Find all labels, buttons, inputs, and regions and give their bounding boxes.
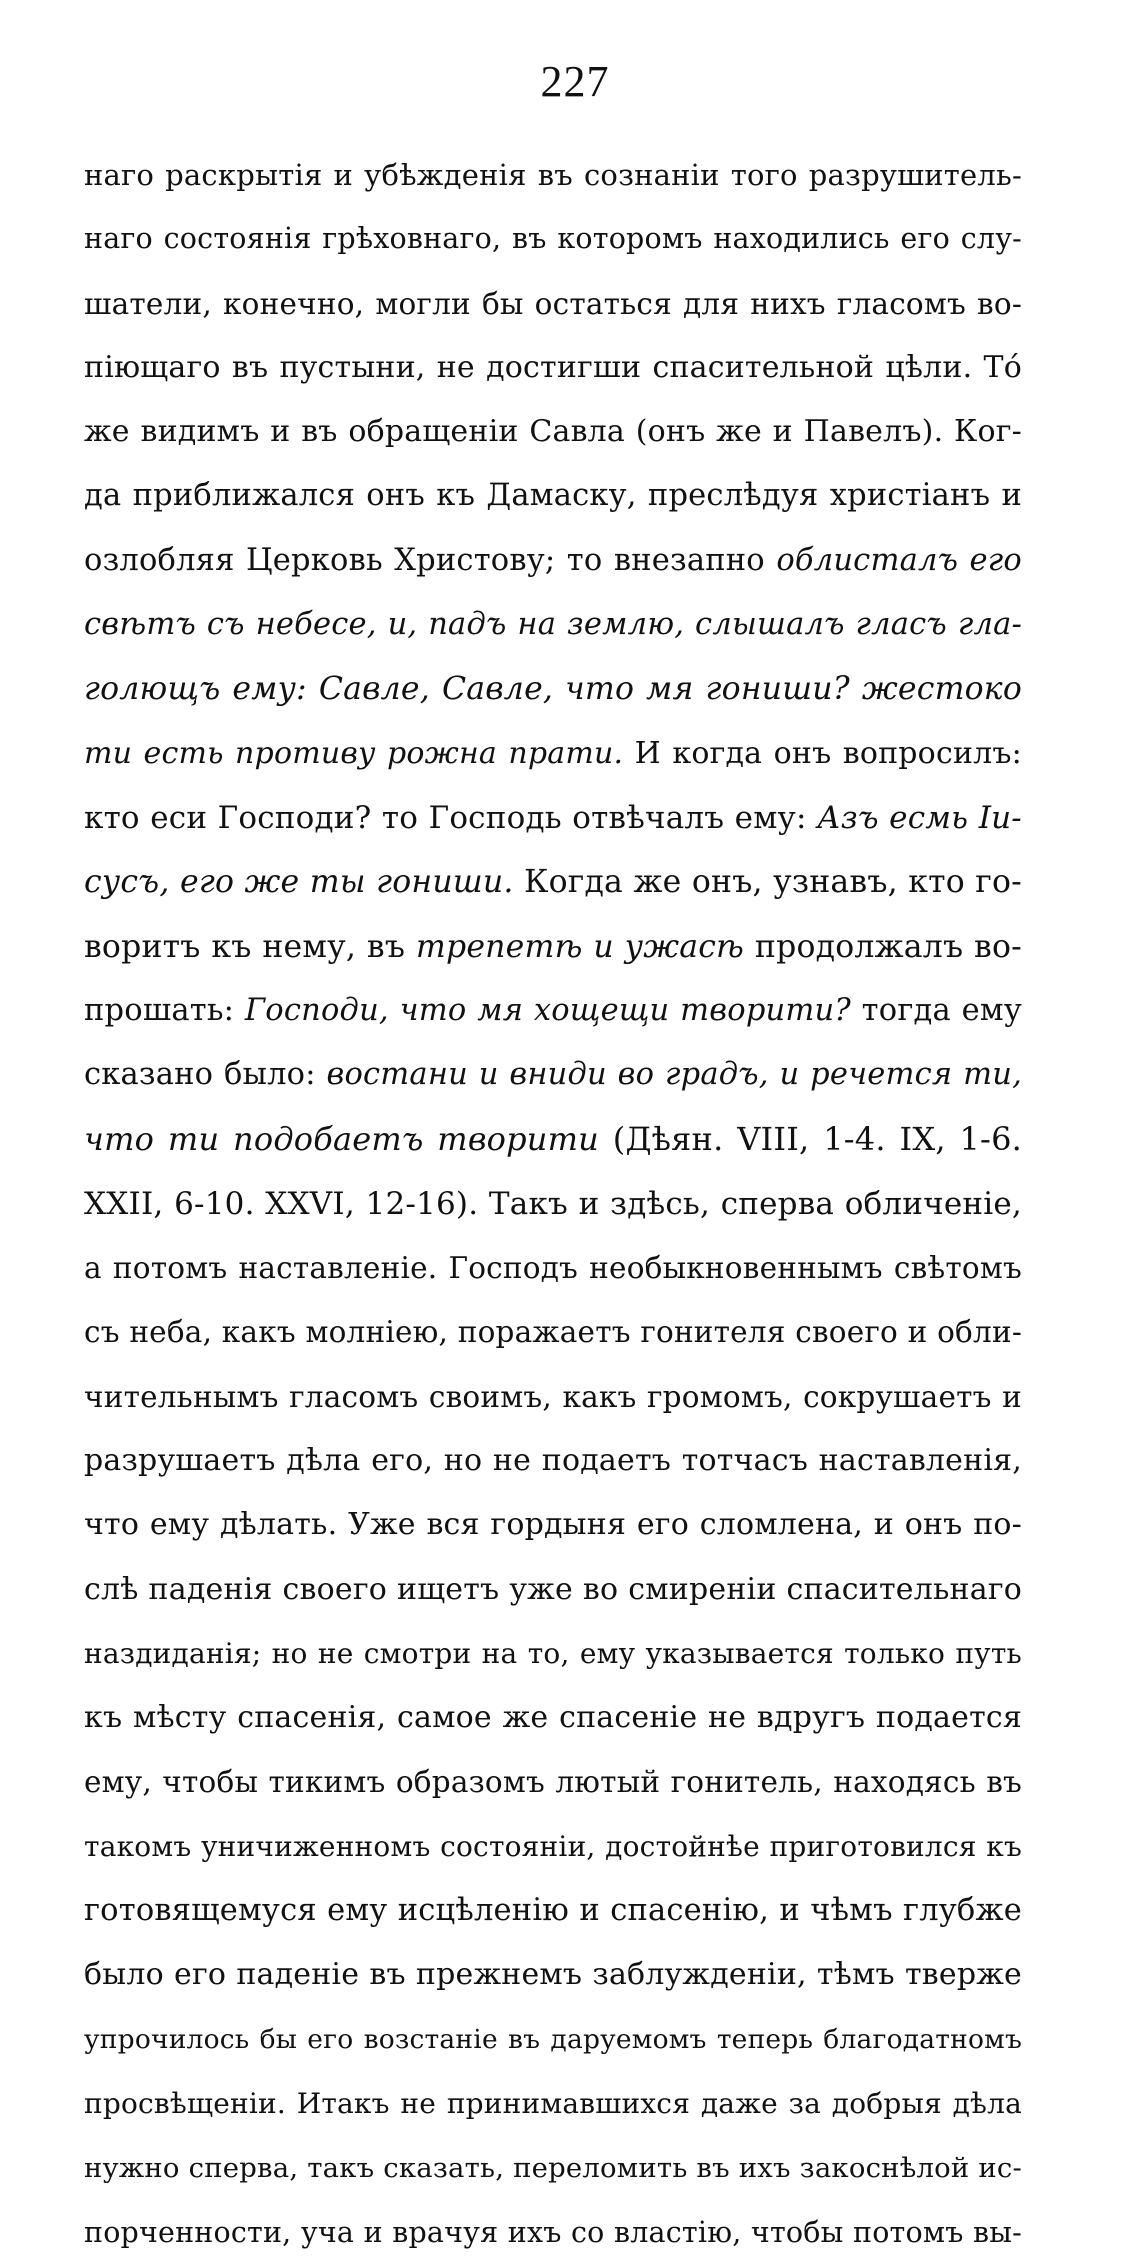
text-line — [84, 1493, 1022, 1557]
text-line — [84, 850, 1022, 914]
text-span: нужно сперва, такъ сказать, переломить въ ихъ закоснѣлой ис- — [84, 2152, 1022, 2185]
text-span: (Дѣян. VIII, 1-4. IX, 1-6. — [598, 1120, 1022, 1159]
text-span: просвѣщеніи. Итакъ не принимавшихся даже за добрыя дѣла — [84, 2086, 1022, 2120]
text-span: ему, чтобы тикимъ образомъ лютый гонитель, находясь въ — [84, 1765, 1022, 1800]
text-span: озлобляя Церковь Христову; то внезапно — [84, 542, 777, 578]
text-line — [84, 1622, 1022, 1686]
text-span: Когда же онъ, узнавъ, кто го- — [513, 864, 1022, 901]
text-span: продолжалъ во- — [744, 928, 1022, 965]
text-line — [84, 1943, 1022, 2007]
text-span: готовящемуся ему исцѣленію и спасенію, и чѣмъ глубже — [84, 1893, 1022, 1929]
text-line — [84, 1429, 1022, 1493]
text-line — [84, 1815, 1022, 1879]
italic-quote-span: Господи, что мя хощещи творити? — [244, 992, 851, 1028]
text-line — [84, 786, 1022, 850]
italic-quote-span: Азъ есмь Іи- — [817, 799, 1022, 836]
italic-quote-span: ти есть противу рожна прати. — [84, 735, 624, 771]
italic-quote-span: сусъ, его же ты гониши. — [84, 864, 514, 901]
text-span: прошать: — [84, 992, 245, 1028]
italic-quote-span: голющъ ему: Савле, Савле, что мя гониши? жестоко — [84, 671, 1022, 708]
text-line — [84, 336, 1022, 400]
text-line — [84, 2201, 1022, 2265]
text-span: XXII, 6-10. XXVI, 12-16). Такъ и здѣсь, сперва обличеніе, — [84, 1185, 1022, 1222]
text-line — [84, 464, 1022, 528]
text-line — [84, 529, 1022, 593]
text-line — [84, 1879, 1022, 1943]
text-line — [84, 1107, 1022, 1171]
text-span: разрушаетъ дѣла его, но не подаетъ тотчасъ наставленія, — [84, 1442, 1022, 1478]
italic-quote-span: востани и вниди во градъ, и речется ти, — [326, 1057, 1022, 1093]
text-span: піющаго въ пустыни, не достигши спасительной цѣли. Тό — [84, 349, 1022, 385]
text-span: а потомъ наставленіе. Господъ необыкновеннымъ свѣтомъ — [84, 1251, 1022, 1286]
text-span: кто еси Господи? то Господь отвѣчалъ ему: — [84, 799, 818, 836]
text-line — [84, 2008, 1022, 2072]
text-span: шатели, конечно, могли бы остаться для нихъ гласомъ во- — [84, 286, 1022, 321]
text-span: чительнымъ гласомъ своимъ, какъ громомъ, сокрушаетъ и — [84, 1379, 1022, 1414]
text-span: И когда онъ вопросилъ: — [623, 735, 1022, 771]
text-span: наго состоянія грѣховнаго, въ которомъ находились его слу- — [84, 222, 1022, 256]
text-line — [84, 1365, 1022, 1429]
text-span: тогда ему — [850, 992, 1022, 1028]
body-text — [84, 143, 1022, 2265]
italic-quote-span: что ти подобаетъ творити — [84, 1120, 599, 1159]
text-span: же видимъ и въ обращеніи Савла (онъ же и Павелъ). Ког- — [84, 414, 1022, 450]
text-line — [84, 1300, 1022, 1364]
text-line — [84, 400, 1022, 464]
text-line — [84, 2072, 1022, 2136]
text-span: было его паденіе въ прежнемъ заблужденіи, тѣмъ тверже — [84, 1957, 1022, 1993]
text-line — [84, 1236, 1022, 1300]
text-span: воритъ къ нему, въ — [84, 928, 416, 965]
text-line — [84, 1686, 1022, 1750]
text-line — [84, 272, 1022, 336]
text-line — [84, 1750, 1022, 1814]
text-span: да приближался онъ къ Дамаску, преслѣдуя христіанъ и — [84, 478, 1022, 514]
italic-quote-span: трепетѣ и ужасѣ — [415, 928, 745, 965]
italic-quote-span: свѣтъ съ небесе, и, падъ на землю, слышалъ гласъ гла- — [84, 607, 1022, 643]
text-line — [84, 593, 1022, 657]
text-span: такомъ уничиженномъ состояніи, достойнѣе приготовился къ — [84, 1829, 1022, 1863]
text-line — [84, 2136, 1022, 2200]
text-span: что ему дѣлать. Уже вся гордыня его сломлена, и онъ по- — [84, 1507, 1022, 1543]
text-line — [84, 1558, 1022, 1622]
text-span: слѣ паденія своего ищетъ уже во смиреніи спасительнаго — [84, 1571, 1022, 1607]
text-line — [84, 657, 1022, 721]
text-line — [84, 143, 1022, 207]
text-span: сказано было: — [84, 1057, 327, 1093]
text-span: порченности, уча и врачуя ихъ со властію, чтобы потомъ вы- — [84, 2215, 1022, 2249]
text-span: наздиданія; но не смотри на то, ему указывается только путь — [84, 1636, 1022, 1670]
text-span: къ мѣсту спасенія, самое же спасеніе не вдругъ подается — [84, 1700, 1022, 1736]
text-line — [84, 915, 1022, 979]
text-span: наго раскрытія и убѣжденія въ сознаніи того разрушитель- — [84, 158, 1022, 192]
italic-quote-span: облисталъ его — [776, 542, 1022, 578]
text-span: съ неба, какъ молніею, поражаетъ гонителя своего и обли- — [84, 1315, 1022, 1350]
text-line — [84, 207, 1022, 271]
text-span: упрочилось бы его возстаніе въ даруемомъ теперь благодатномъ — [84, 2023, 1022, 2055]
text-line — [84, 979, 1022, 1043]
page-number: 227 — [540, 57, 610, 106]
text-line — [84, 1043, 1022, 1107]
text-line — [84, 722, 1022, 786]
text-line — [84, 1172, 1022, 1236]
